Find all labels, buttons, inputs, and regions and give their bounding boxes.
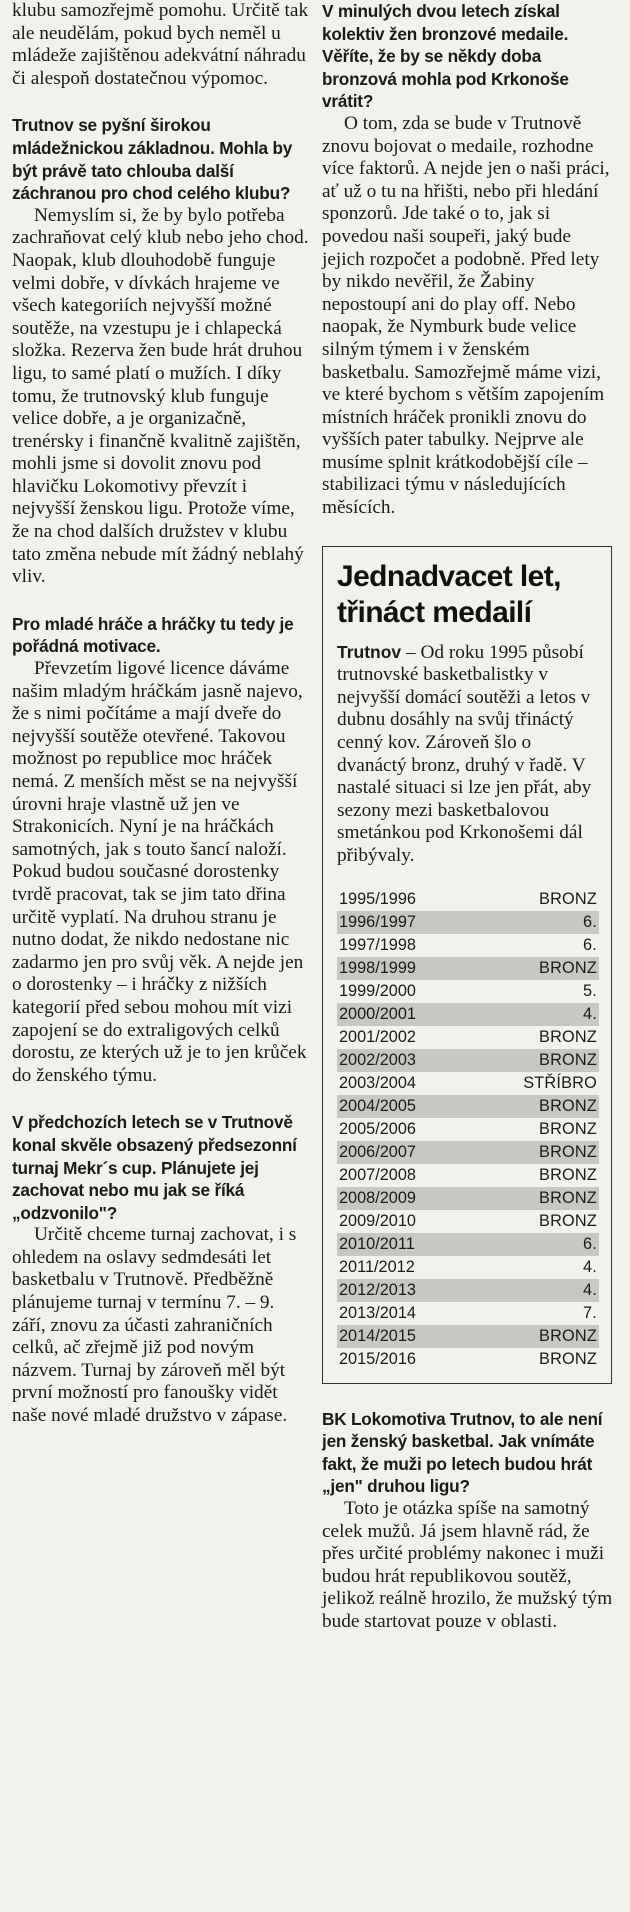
season-result: BRONZ <box>471 957 599 980</box>
question-bronze-era: V minulých dvou letech získal kolektiv žen bronzové medaile. Věříte, že by se někdy doba bronzová mohla pod Krkonoše vrátit? <box>322 1 569 112</box>
season-row <box>337 888 599 911</box>
box-location: Trutnov <box>337 641 402 662</box>
season-label: 2011/2012 <box>339 1257 415 1276</box>
season-result: BRONZ <box>471 1325 599 1348</box>
season-result: 6. <box>583 935 597 954</box>
season-label: 2007/2008 <box>339 1165 416 1184</box>
season-result: 6. <box>471 911 599 934</box>
answer-bronze-era: O tom, zda se bude v Trutnově znovu bojovat o medaile, rozhodne více faktorů. A nejde jen o naši práci, ať už o tu na hřišti, nebo při hledání sponzorů. Jde také o to, jak si povedou naši soupeři, jaký bude jejich rozpočet a podobně. Před lety by nikdo nevěřil, že Žabiny nepostoupí ani do play off. Nebo naopak, že Nymburk bude velice silným týmem i v ženském basketbalu. Samozřejmě máme vizi, ve které bychom s větším zapojením místních hráček pronikli znovu do vyšších pater tabulky. Nejprve ale musíme splnit krátkodobější cíle – stabilizaci týmu v následujících měsících. <box>322 112 610 519</box>
season-row <box>337 1003 599 1026</box>
season-row <box>337 1072 599 1095</box>
season-row <box>337 1049 599 1072</box>
season-result: 4. <box>471 1279 599 1302</box>
box-lead <box>337 641 599 868</box>
season-result: BRONZ <box>539 889 597 908</box>
season-row <box>337 1256 599 1279</box>
season-row <box>337 1302 599 1325</box>
box-lead-text: – Od roku 1995 působí trutnovské basketbalistky v nejvyšší domácí soutěži a letos v dubnu dosáhly na svůj třináctý cenný kov. Zároveň šlo o dvanáctý bronz, druhý v řadě. V nastalé situaci si lze jen přát, aby sezony mezi basketbalovou smetánkou pod Krkonošemi dál přibývaly. <box>337 641 592 866</box>
season-label: 2013/2014 <box>339 1303 416 1322</box>
season-label: 2002/2003 <box>337 1049 471 1072</box>
season-result: STŘÍBRO <box>523 1073 597 1092</box>
season-result: BRONZ <box>539 1349 597 1368</box>
season-row <box>337 1279 599 1302</box>
answer-mens-team: Toto je otázka spíše na samotný celek mužů. Já jsem hlavně rád, že přes určité problémy nakonec i muži budou hrát republikovou soutěž, jelikož reálně hrozilo, že mužský tým bude startovat pouze v oblasti. <box>322 1497 613 1632</box>
intro-paragraph: klubu samozřejmě pomohu. Určitě tak ale neudělám, pokud bych neměl u mládeže zajištěnou adekvátní náhradu či alespoň dostatečnou výpomoc. <box>12 0 309 89</box>
question-mens-team: BK Lokomotiva Trutnov, to ale není jen ženský basketbal. Jak vnímáte fakt, že muži po letech budou hrát „jen" druhou ligu? <box>322 1408 603 1497</box>
season-row <box>337 934 599 957</box>
season-row <box>337 1164 599 1187</box>
season-row <box>337 1210 599 1233</box>
season-label: 1997/1998 <box>339 935 416 954</box>
season-result: BRONZ <box>471 1141 599 1164</box>
season-result: 6. <box>471 1233 599 1256</box>
season-row <box>337 1233 599 1256</box>
seasons-table <box>337 888 599 1371</box>
season-label: 1999/2000 <box>339 981 416 1000</box>
season-label: 2015/2016 <box>339 1349 416 1368</box>
season-row <box>337 1325 599 1348</box>
season-result: 5. <box>583 981 597 1000</box>
season-label: 2012/2013 <box>337 1279 471 1302</box>
season-row <box>337 980 599 1003</box>
season-row <box>337 911 599 934</box>
season-row <box>337 1118 599 1141</box>
question-motivation: Pro mladé hráče a hráčky tu tedy je pořádná motivace. <box>12 613 294 657</box>
season-label: 2009/2010 <box>339 1211 416 1230</box>
season-label: 2005/2006 <box>339 1119 416 1138</box>
season-result: BRONZ <box>471 1049 599 1072</box>
season-result: BRONZ <box>539 1119 597 1138</box>
question-youth-base: Trutnov se pyšní širokou mládežnickou základnou. Mohla by být právě tato chlouba další záchranou pro chod celého klubu? <box>12 115 293 204</box>
season-label: 1996/1997 <box>337 911 471 934</box>
season-row <box>337 1348 599 1371</box>
season-label: 2010/2011 <box>337 1233 471 1256</box>
right-column <box>322 0 618 1634</box>
left-column <box>12 0 312 1428</box>
season-row <box>337 1187 599 1210</box>
season-label: 1995/1996 <box>339 889 416 908</box>
season-label: 2008/2009 <box>337 1187 471 1210</box>
season-result: BRONZ <box>539 1027 597 1046</box>
season-label: 2003/2004 <box>339 1073 416 1092</box>
season-label: 2014/2015 <box>337 1325 471 1348</box>
box-title: Jednadvacet let, třináct medailí <box>337 559 561 629</box>
season-row <box>337 1095 599 1118</box>
season-result: BRONZ <box>471 1187 599 1210</box>
season-result: BRONZ <box>539 1165 597 1184</box>
season-label: 1998/1999 <box>337 957 471 980</box>
season-result: 4. <box>583 1257 597 1276</box>
season-result: BRONZ <box>471 1095 599 1118</box>
question-tournament: V předchozích letech se v Trutnově konal skvěle obsazený předsezonní turnaj Mekr´s cup. Plánujete jej zachovat nebo mu jak se říká „odzvonilo"? <box>12 1112 297 1223</box>
season-result: 4. <box>471 1003 599 1026</box>
season-label: 2001/2002 <box>339 1027 416 1046</box>
season-result: 7. <box>583 1303 597 1322</box>
season-row <box>337 957 599 980</box>
season-row <box>337 1141 599 1164</box>
answer-youth-base: Nemyslím si, že by bylo potřeba zachraňovat celý klub nebo jeho chod. Naopak, klub dlouhodobě funguje velmi dobře, v dívkách hrajeme ve všech kategoriích nejvyšší možné soutěže, na vzestupu je i chlapecká složka. Rezerva žen bude hrát druhou ligu, to samé platí o mužích. I díky tomu, že trutnovský klub funguje velice dobře, a je organizačně, trenérsky i finančně kvalitně zajištěn, mohli jsme si dovolit znovu pod hlavičku Lokomotivy převzít i nejvyšší ženskou ligu. Protože víme, že na chod dalších družstev v klubu tato změna nebude mít žádný neblahý vliv. <box>12 204 309 588</box>
season-row <box>337 1026 599 1049</box>
season-result: BRONZ <box>539 1211 597 1230</box>
answer-tournament: Určitě chceme turnaj zachovat, i s ohledem na oslavy sedmdesáti let basketbalu v Trutnově. Předběžně plánujeme turnaj v termínu 7. – 9. září, znovu za účasti zahraničních celků, ač zřejmě již pod novým názvem. Turnaj by zároveň měl být první možností pro fanoušky vidět naše nové mladé družstvo v zápase. <box>12 1224 297 1427</box>
season-label: 2000/2001 <box>337 1003 471 1026</box>
season-label: 2004/2005 <box>337 1095 471 1118</box>
season-label: 2006/2007 <box>337 1141 471 1164</box>
medal-history-box <box>322 546 612 1384</box>
answer-motivation: Převzetím ligové licence dáváme našim mladým hráčkám jasně najevo, že s nimi počítáme a mají dveře do nejvyšší soutěže otevřené. Takovou možnost po republice moc hráček nemá. Z menších měst se na nejvyšší úrovni hraje vlastně už jen ve Strakonicích. Nyní je na hráčkách samotných, jak s touto šancí naloží. Pokud budou současné dorostenky tvrdě pracovat, tak se jim tato dřina určitě vyplatí. Na druhou stranu je nutno dodat, že nikdo nedostane nic zadarmo jen pro svůj věk. A nejde jen o dorostenky – i hráčky z nižších kategorií před sebou mohou mít vizi zapojení se do extraligových celků dorostu, ze kterých už je to jen krůček do ženského týmu. <box>12 658 307 1086</box>
